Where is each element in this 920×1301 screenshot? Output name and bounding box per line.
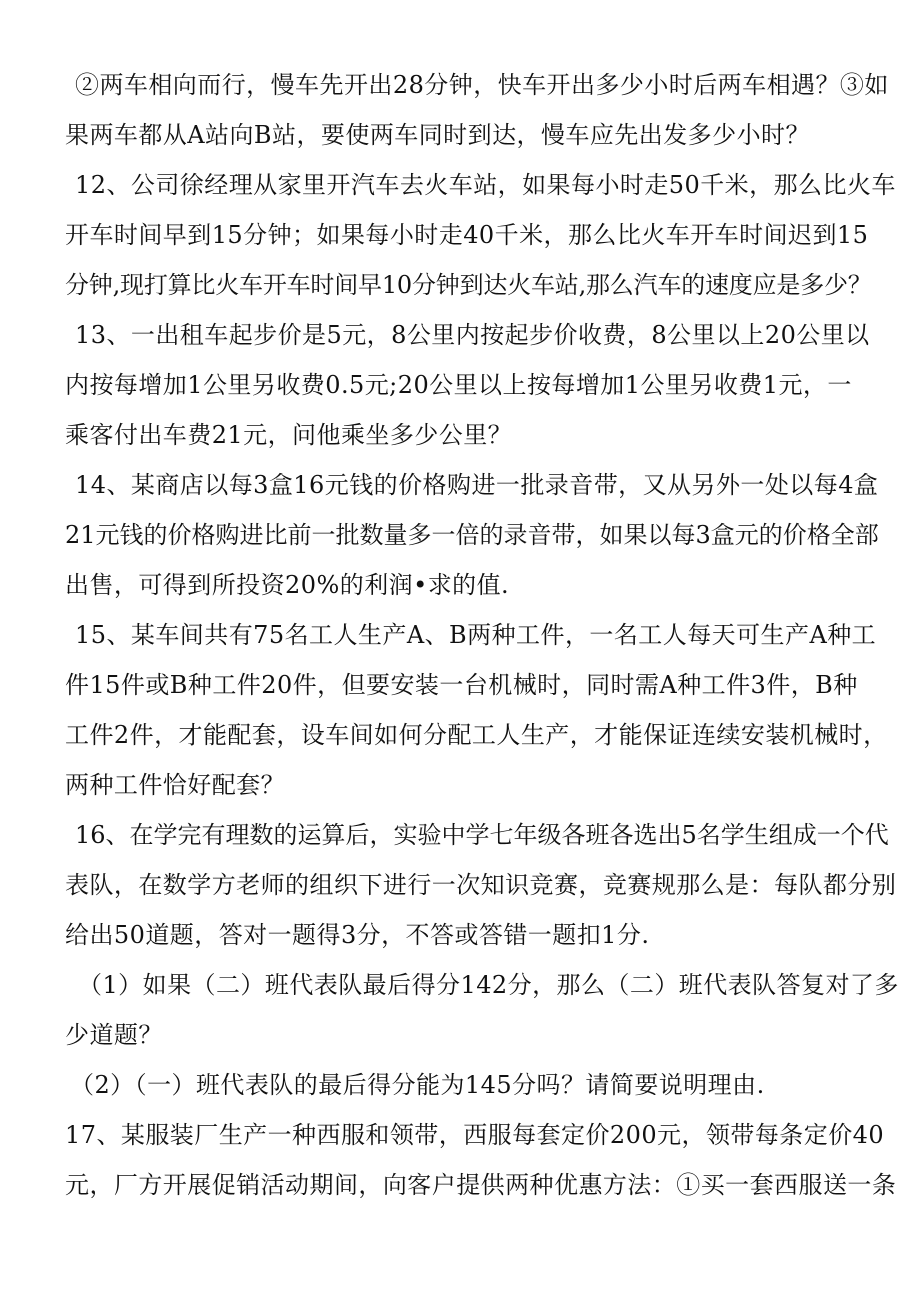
text-line-q13-start: 13、一出租车起步价是5元，8公里内按起步价收费，8公里以上20公里以 <box>75 321 870 349</box>
text-line-q12-end: 分钟,现打算比火车开车时间早10分钟到达火车站,那么汽车的速度应是多少？ <box>65 271 872 299</box>
text-line-q16-sub1-end: 少道题？ <box>65 1021 163 1049</box>
text-line-q12-start: 12、公司徐经理从家里开汽车去火车站，如果每小时走50千米，那么比火车 <box>75 171 896 199</box>
text-line-q14-end: 出售，可得到所投资20%的利润•求的值. <box>65 571 510 599</box>
text-line-q13-end: 乘客付出车费21元，问他乘坐多少公里？ <box>65 421 513 449</box>
text-line-q13: 内按每增加1公里另收费0.5元;20公里以上按每增加1公里另收费1元，一 <box>65 371 852 399</box>
text-line-q17: 元，厂方开展促销活动期间，向客户提供两种优惠方法：①买一套西服送一条 <box>65 1171 897 1199</box>
text-line-q12: 开车时间早到15分钟；如果每小时走40千米，那么比火车开车时间迟到15 <box>65 221 869 249</box>
text-line-q14: 21元钱的价格购进比前一批数量多一倍的录音带，如果以每3盒元的价格全部 <box>65 521 879 549</box>
text-line-q16-end: 给出50道题，答对一题得3分，不答或答错一题扣1分. <box>65 921 650 949</box>
text-line-q16-sub1: （1）如果（二）班代表队最后得分142分，那么（二）班代表队答复对了多 <box>78 971 899 999</box>
text-line-q11-part2: ②两车相向而行，慢车先开出28分钟，快车开出多少小时后两车相遇？③如 <box>75 71 889 99</box>
text-line-q16-sub2: （2）（一）班代表队的最后得分能为145分吗？请简要说明理由. <box>70 1071 765 1099</box>
text-line-q16-start: 16、在学完有理数的运算后，实验中学七年级各班各选出5名学生组成一个代 <box>75 821 889 849</box>
text-line-q15-end: 两种工件恰好配套？ <box>65 771 286 799</box>
text-line-q17-start: 17、某服装厂生产一种西服和领带，西服每套定价200元，领带每条定价40 <box>65 1121 885 1149</box>
text-line-q16: 表队，在数学方老师的组织下进行一次知识竞赛，竞赛规那么是：每队都分别 <box>65 871 897 899</box>
text-line-q15: 件15件或B种工件20件，但要安装一台机械时，同时需A种工件3件，B种 <box>65 671 858 699</box>
text-line-q15-start: 15、某车间共有75名工人生产A、B两种工件，一名工人每天可生产A种工 <box>75 621 877 649</box>
text-line-q15-cont: 工件2件，才能配套，设车间如何分配工人生产，才能保证连续安装机械时， <box>65 721 888 749</box>
text-line-q14-start: 14、某商店以每3盒16元钱的价格购进一批录音带，又从另外一处以每4盒 <box>75 471 879 499</box>
text-line-q11-part3: 果两车都从A站向B站，要使两车同时到达，慢车应先出发多少小时？ <box>65 121 810 149</box>
